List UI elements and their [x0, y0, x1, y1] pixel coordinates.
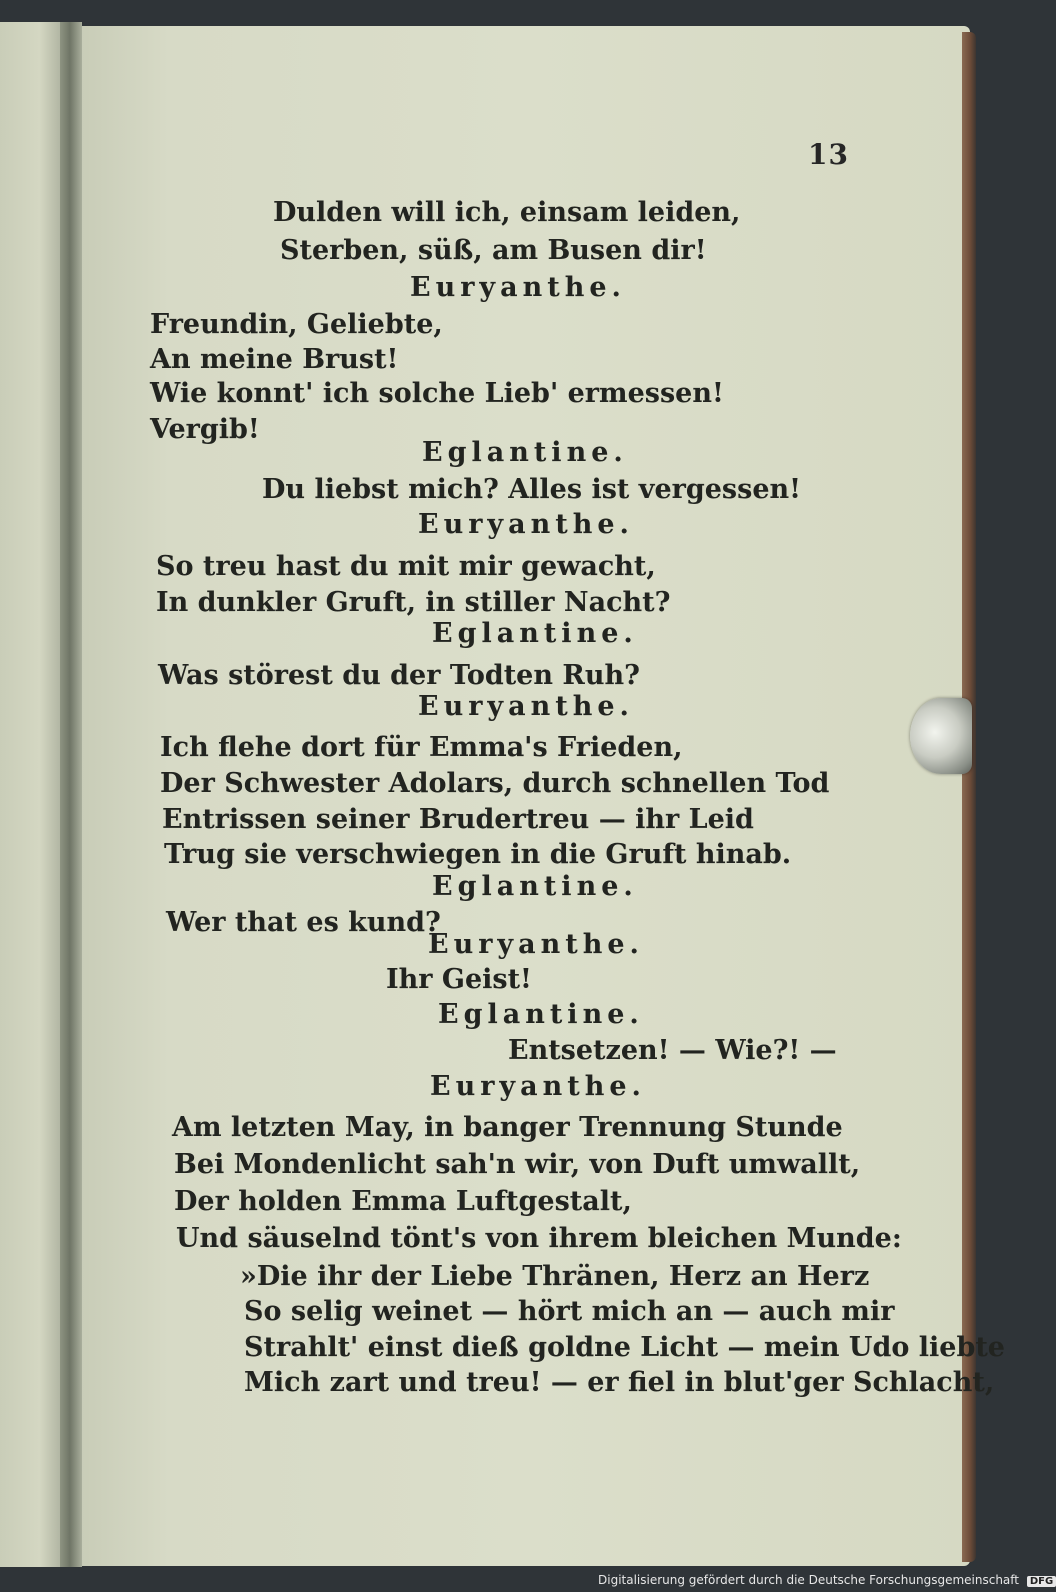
- text-line: »Die ihr der Liebe Thränen, Herz an Herz: [240, 1261, 870, 1292]
- text-line: Strahlt' einst dieß goldne Licht — mein Udo liebte: [244, 1332, 1005, 1363]
- text-line: Wer that es kund?: [166, 907, 441, 938]
- text-line: Dulden will ich, einsam leiden,: [273, 197, 741, 228]
- speaker-name: Euryanthe.: [428, 929, 644, 960]
- page-number: 13: [808, 138, 849, 171]
- page-clip: [910, 698, 972, 774]
- speaker-name: Eglantine.: [432, 871, 638, 902]
- text-line: Und säuselnd tönt's von ihrem bleichen Munde:: [176, 1223, 902, 1254]
- speaker-name: Eglantine.: [438, 999, 644, 1030]
- dfg-logo: DFG: [1027, 1576, 1056, 1587]
- speaker-name: Euryanthe.: [418, 509, 634, 540]
- text-line: Vergib!: [150, 414, 260, 445]
- credit-text: Digitalisierung gefördert durch die Deutsche Forschungsgemeinschaft: [598, 1573, 1020, 1587]
- speaker-name: Eglantine.: [432, 618, 638, 649]
- speaker-name: Eglantine.: [422, 437, 628, 468]
- text-line: Entrissen seiner Brudertreu — ihr Leid: [162, 804, 754, 835]
- text-line: Sterben, süß, am Busen dir!: [280, 235, 707, 266]
- book-gutter: [60, 22, 82, 1567]
- text-line: Ich flehe dort für Emma's Frieden,: [160, 732, 683, 763]
- text-line: Mich zart und treu! — er fiel in blut'ger Schlacht,: [244, 1367, 995, 1398]
- text-line: Bei Mondenlicht sah'n wir, von Duft umwallt,: [174, 1149, 861, 1180]
- text-line: In dunkler Gruft, in stiller Nacht?: [156, 587, 671, 618]
- text-line: Du liebst mich? Alles ist vergessen!: [262, 474, 801, 505]
- text-line: Wie konnt' ich solche Lieb' ermessen!: [150, 378, 724, 409]
- text-line: Am letzten May, in banger Trennung Stunde: [172, 1112, 843, 1143]
- text-line: So selig weinet — hört mich an — auch mir: [244, 1296, 895, 1327]
- text-line: So treu hast du mit mir gewacht,: [156, 551, 656, 582]
- digitization-credit: [598, 1573, 1056, 1587]
- speaker-name: Euryanthe.: [410, 272, 626, 303]
- text-line: Was störest du der Todten Ruh?: [158, 660, 640, 691]
- speaker-name: Euryanthe.: [430, 1071, 646, 1102]
- text-line: Freundin, Geliebte,: [150, 309, 443, 340]
- text-line: Ihr Geist!: [386, 964, 532, 995]
- text-line: Der Schwester Adolars, durch schnellen Tod: [160, 768, 830, 799]
- text-line: Trug sie verschwiegen in die Gruft hinab.: [164, 839, 792, 870]
- text-line: Entsetzen! — Wie?! —: [508, 1035, 837, 1066]
- speaker-name: Euryanthe.: [418, 691, 634, 722]
- text-line: Der holden Emma Luftgestalt,: [174, 1186, 632, 1217]
- text-line: An meine Brust!: [150, 344, 399, 375]
